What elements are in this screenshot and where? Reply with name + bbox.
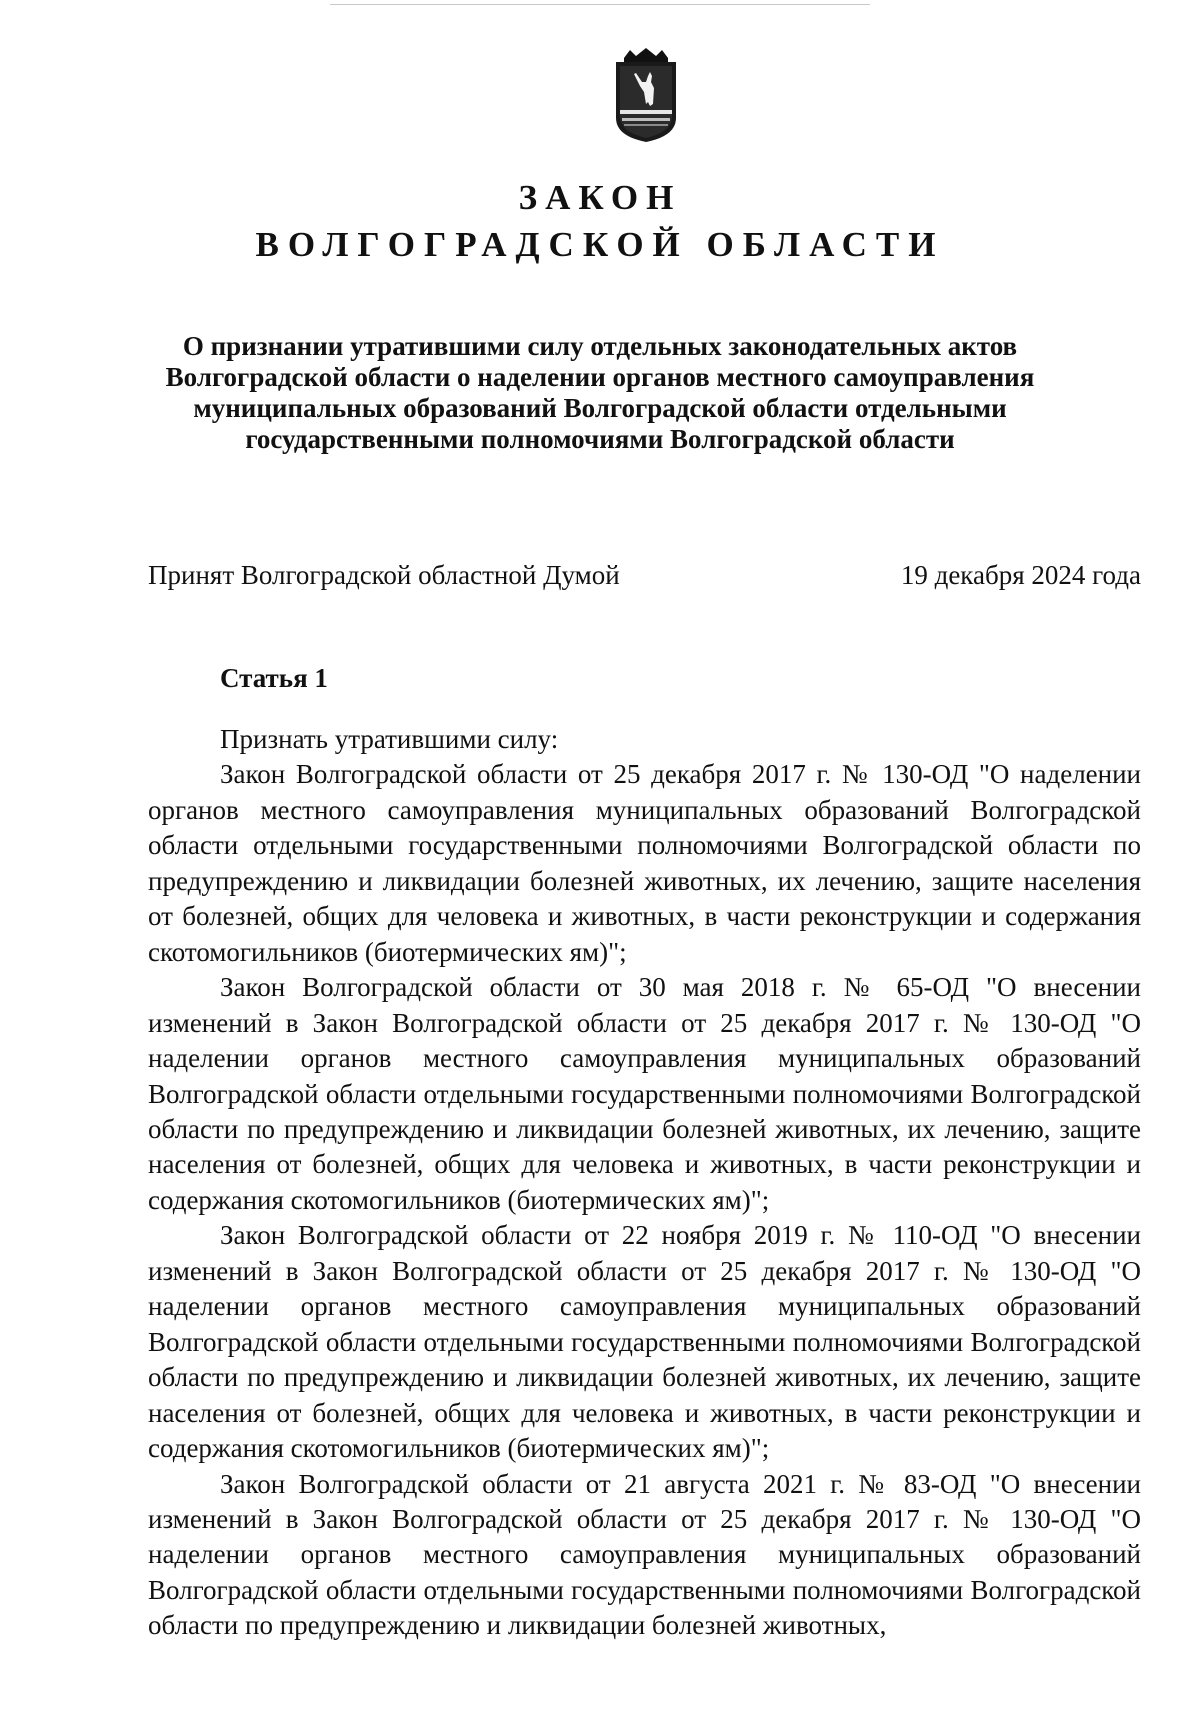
repealed-law-item: Закон Волгоградской области от 22 ноября 2019 г. № 110-ОД "О внесении изменений в Закон Волгоградской области от 25 декабря 2017 г. № 130-ОД "О наделении органов местного самоуправления муниципальных образований Волгоградской области отдельными государственными полномочиями Волгоградской области по предупреждению и ликвидации болезней животных, их лечению, защите населения от болезней, общих для человека и животных, в части реконструкции и содержания скотомогильников (биотермических ям)"; [148,1220,1141,1464]
document-title-region: ВОЛГОГРАДСКОЙ ОБЛАСТИ [255,225,945,264]
article-heading: Статья 1 [220,663,328,693]
article-body [148,722,1141,1644]
top-edge-line [330,4,870,5]
adoption-line [148,560,1141,591]
adoption-date: 19 декабря 2024 года [900,560,1141,590]
repealed-law-item: Закон Волгоградской области от 25 декабря 2017 г. № 130-ОД "О наделении органов местного самоуправления муниципальных образований Волгоградской области отдельными государственными полномочиями Волгоградской области по предупреждению и ликвидации болезней животных, их лечению, защите населения от болезней, общих для человека и животных, в части реконструкции и содержания скотомогильников (биотермических ям)"; [148,759,1141,967]
repealed-law-item: Закон Волгоградской области от 21 августа 2021 г. № 83-ОД "О внесении изменений в Закон Волгоградской области от 25 декабря 2017 г. № 130-ОД "О наделении органов местного самоуправления муниципальных образований Волгоградской области отдельными государственными полномочиями Волгоградской области по предупреждению и ликвидации болезней животных, [148,1468,1141,1641]
document-title: ЗАКОН [518,178,682,217]
volgograd-region-coat-of-arms-icon [610,48,682,144]
article-lead: Признать утратившими силу: [220,724,559,754]
law-subject: О признании утратившими силу отдельных законодательных актов Волгоградской области о наделении органов местного самоуправления муниципальных образований Волгоградской области отдельными государственными полномочиями Волгоградской области [165,331,1035,454]
repealed-law-item: Закон Волгоградской области от 30 мая 2018 г. № 65-ОД "О внесении изменений в Закон Волгоградской области от 25 декабря 2017 г. № 130-ОД "О наделении органов местного самоуправления муниципальных образований Волгоградской области отдельными государственными полномочиями Волгоградской области по предупреждению и ликвидации болезней животных, их лечению, защите населения от болезней, общих для человека и животных, в части реконструкции и содержания скотомогильников (биотермических ям)"; [148,972,1141,1215]
adopted-by: Принят Волгоградской областной Думой [148,560,620,590]
